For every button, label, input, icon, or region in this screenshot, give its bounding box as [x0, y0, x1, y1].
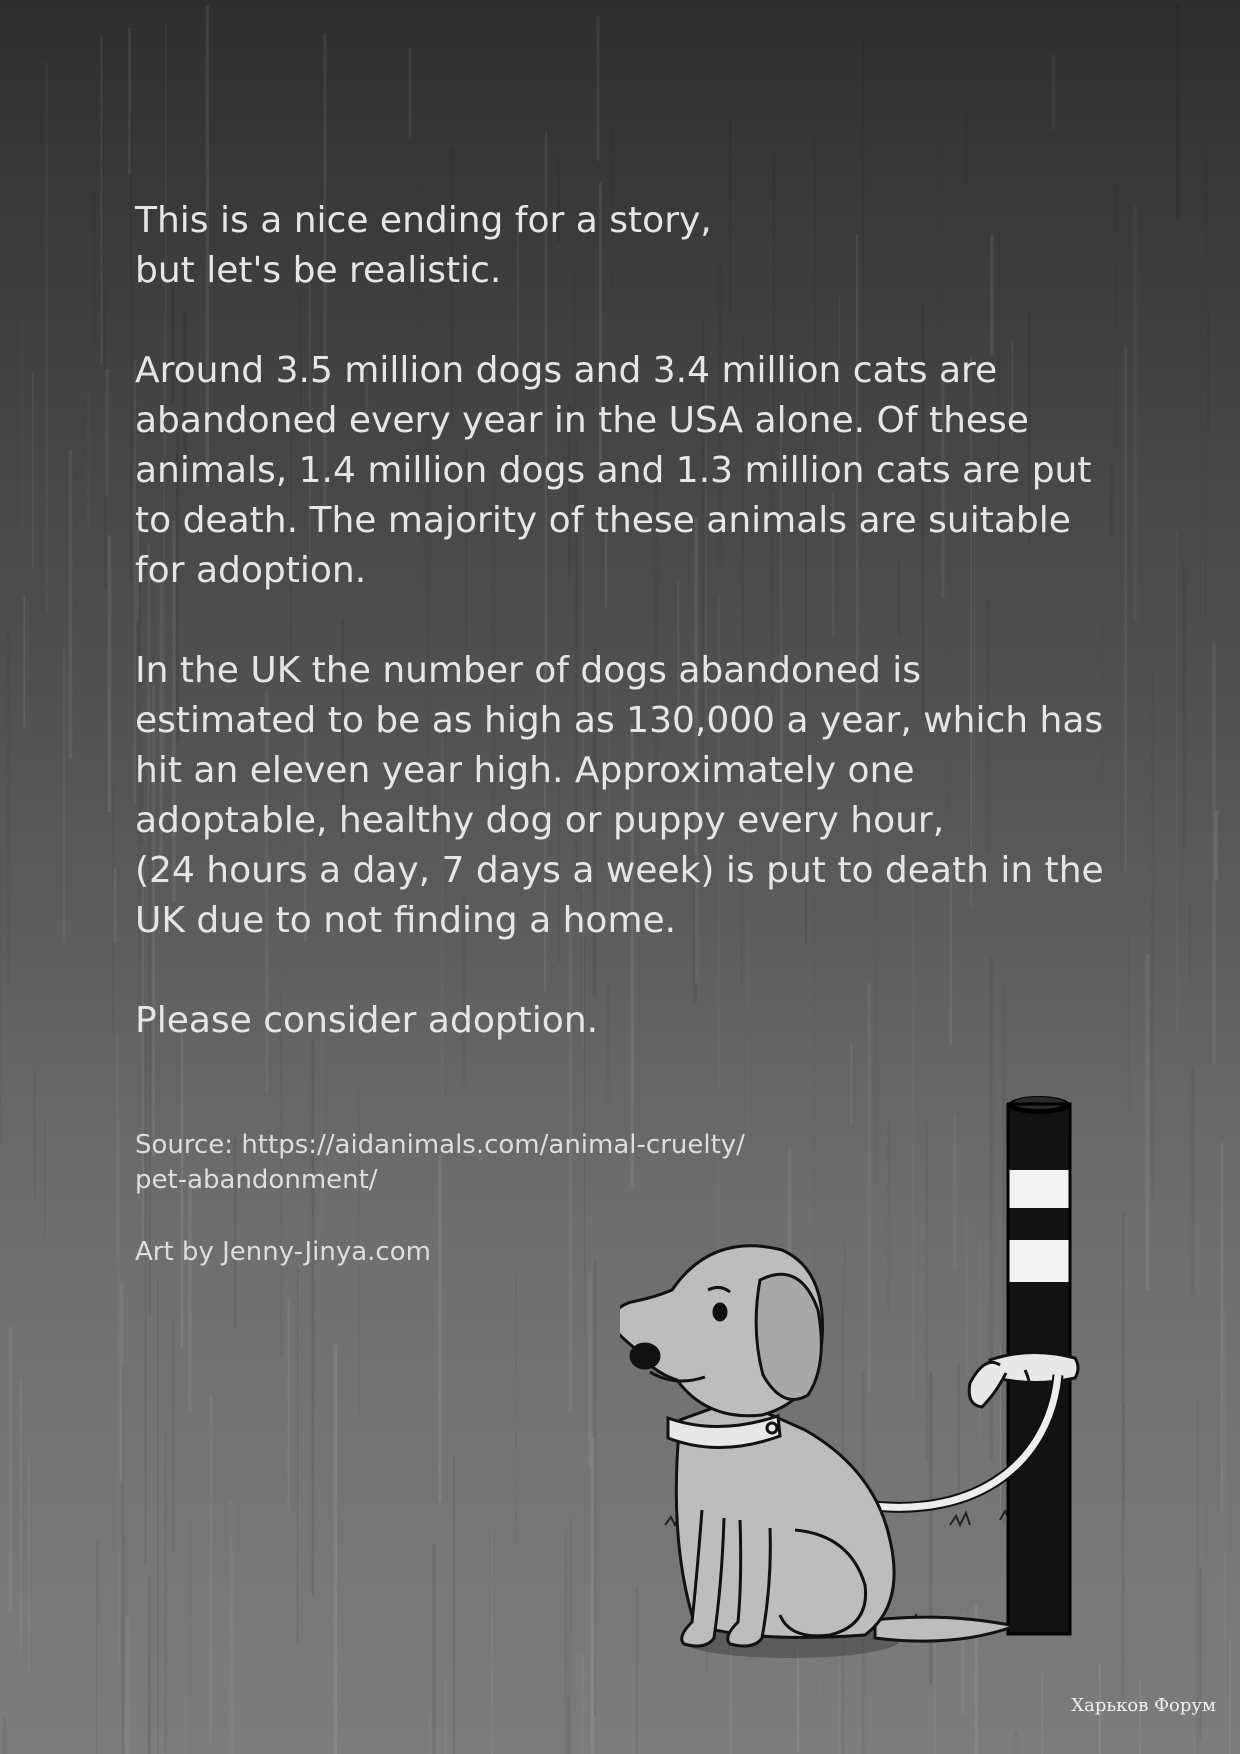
message-text — [135, 196, 1115, 1046]
dog-illustration — [620, 1090, 1120, 1690]
art-credit: Art by Jenny-Jinya.com — [135, 1237, 431, 1267]
watermark: Харьков Форум — [1071, 1695, 1216, 1716]
uk-stats-paragraph: In the UK the number of dogs abandoned is estimated to be as high as 130,000 a year, which has hit an eleven year high. Approximately one adoptable, healthy dog or puppy every hour, (24 hours a day, 7 days a week) is put to death in the UK due to not finding a home. — [135, 650, 1104, 941]
dog-icon — [620, 1246, 1015, 1646]
source-citation: Source: https://aidanimals.com/animal-cruelty/ pet-abandonment/ — [135, 1130, 745, 1195]
intro-paragraph: This is a nice ending for a story, but let's be realistic. — [135, 200, 712, 291]
adoption-plea: Please consider adoption. — [135, 1000, 599, 1041]
usa-stats-paragraph: Around 3.5 million dogs and 3.4 million cats are abandoned every year in the USA alone. Of these animals, 1.4 million dogs and 1.3 million cats are put to death. The majority of these animals are suitable for adoption. — [135, 350, 1092, 591]
